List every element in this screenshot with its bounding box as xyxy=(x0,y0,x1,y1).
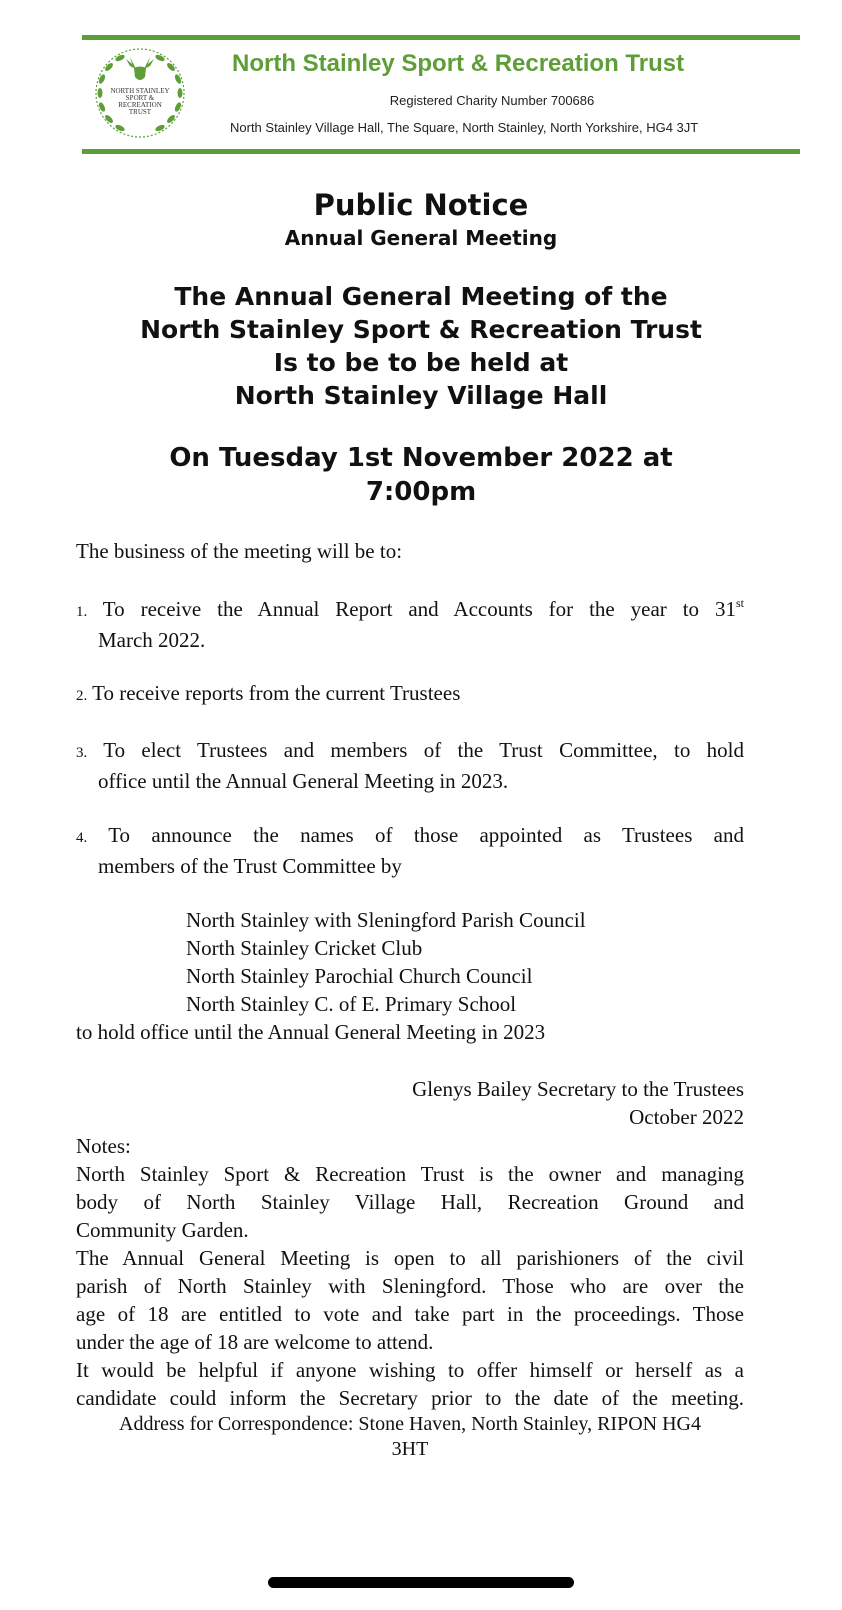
list-item: North Stainley with Sleningford Parish Council xyxy=(186,908,586,932)
business-item-4-line-1 xyxy=(76,821,744,852)
item-number: 1. xyxy=(76,604,88,620)
business-item-1-line-1 xyxy=(76,595,744,626)
item-number: 2. xyxy=(76,688,88,704)
business-item-1 xyxy=(76,595,744,654)
stag-head xyxy=(126,57,154,80)
business-item-2-line-1 xyxy=(76,679,744,710)
business-item-1-line-2: March 2022. xyxy=(98,628,206,652)
notes-line: parish of North Stainley with Sleningford. Those who are over the xyxy=(76,1274,744,1298)
page-subtitle: Annual General Meeting xyxy=(284,226,558,250)
ordinal-suffix: st xyxy=(735,596,744,610)
business-item-4 xyxy=(76,821,744,880)
notes-line: The Annual General Meeting is open to all parishioners of the civil xyxy=(76,1246,744,1270)
correspondence-line: Address for Correspondence: Stone Haven, North Stainley, RIPON HG4 xyxy=(119,1413,701,1435)
item-number: 4. xyxy=(76,830,88,846)
list-item: North Stainley Parochial Church Council xyxy=(186,964,533,988)
notes-heading: Notes: xyxy=(76,1134,131,1158)
meeting-heading-line: North Stainley Sport & Recreation Trust xyxy=(140,315,702,344)
list-item: North Stainley Cricket Club xyxy=(186,936,423,960)
stag-head-wreath-icon xyxy=(90,47,190,139)
organisation-address: North Stainley Village Hall, The Square, North Stainley, North Yorkshire, HG4 3JT xyxy=(230,120,699,135)
correspondence-address xyxy=(76,1412,744,1462)
meeting-date-line: On Tuesday 1st November 2022 at xyxy=(169,443,673,473)
logo-line-4: TRUST xyxy=(128,108,152,116)
business-item-4-line-2: members of the Trust Committee by xyxy=(98,854,402,878)
signature-line: Glenys Bailey Secretary to the Trustees xyxy=(412,1077,744,1101)
business-item-2 xyxy=(76,679,744,710)
logo-line-1: NORTH STAINLEY xyxy=(110,87,170,95)
notes-line: It would be helpful if anyone wishing to offer himself or herself as a xyxy=(76,1358,744,1382)
header-bottom-rule xyxy=(82,149,800,154)
item-text: To elect Trustees and members of the Trust Committee, to hold xyxy=(103,738,744,762)
logo-line-3: RECREATION xyxy=(118,101,162,109)
business-item-3-line-1 xyxy=(76,736,744,767)
item-text: To announce the names of those appointed as Trustees and xyxy=(108,823,744,847)
meeting-time-line: 7:00pm xyxy=(365,477,477,507)
home-indicator[interactable] xyxy=(268,1577,574,1588)
correspondence-line: 3HT xyxy=(391,1438,429,1460)
signature-date: October 2022 xyxy=(629,1105,744,1129)
meeting-date xyxy=(0,441,842,509)
item-text: To receive reports from the current Trustees xyxy=(92,681,461,705)
item-number: 3. xyxy=(76,745,88,761)
letterhead xyxy=(82,35,800,155)
notes-line: North Stainley Sport & Recreation Trust is the owner and managing xyxy=(76,1162,744,1186)
list-item: North Stainley C. of E. Primary School xyxy=(186,992,517,1016)
organisation-name: North Stainley Sport & Recreation Trust xyxy=(232,50,685,77)
notes-line: candidate could inform the Secretary prior to the date of the meeting. xyxy=(76,1386,744,1410)
signature-block xyxy=(412,1075,744,1131)
notes-line: under the age of 18 are welcome to attend. xyxy=(76,1330,434,1354)
item-text: To receive the Annual Report and Accounts for the year to 31 xyxy=(102,597,736,621)
appointing-bodies-list xyxy=(186,906,586,1018)
notes-line: Community Garden. xyxy=(76,1218,249,1242)
business-item-3 xyxy=(76,736,744,795)
notes-line: body of North Stainley Village Hall, Recreation Ground and xyxy=(76,1190,744,1214)
meeting-heading xyxy=(0,280,842,412)
meeting-heading-line: North Stainley Village Hall xyxy=(234,381,608,410)
business-item-3-line-2: office until the Annual General Meeting in 2023. xyxy=(98,769,509,793)
notes-line: age of 18 are entitled to vote and take part in the proceedings. Those xyxy=(76,1302,744,1326)
tenure-note: to hold office until the Annual General Meeting in 2023 xyxy=(76,1020,546,1044)
notes-section xyxy=(76,1132,744,1412)
meeting-heading-line: The Annual General Meeting of the xyxy=(174,282,668,311)
business-intro: The business of the meeting will be to: xyxy=(76,539,403,563)
page-title: Public Notice xyxy=(313,188,529,222)
header-top-rule xyxy=(82,35,800,40)
charity-number: Registered Charity Number 700686 xyxy=(389,93,595,108)
logo-line-2: SPORT & xyxy=(125,94,155,102)
meeting-heading-line: Is to be to be held at xyxy=(273,348,569,377)
